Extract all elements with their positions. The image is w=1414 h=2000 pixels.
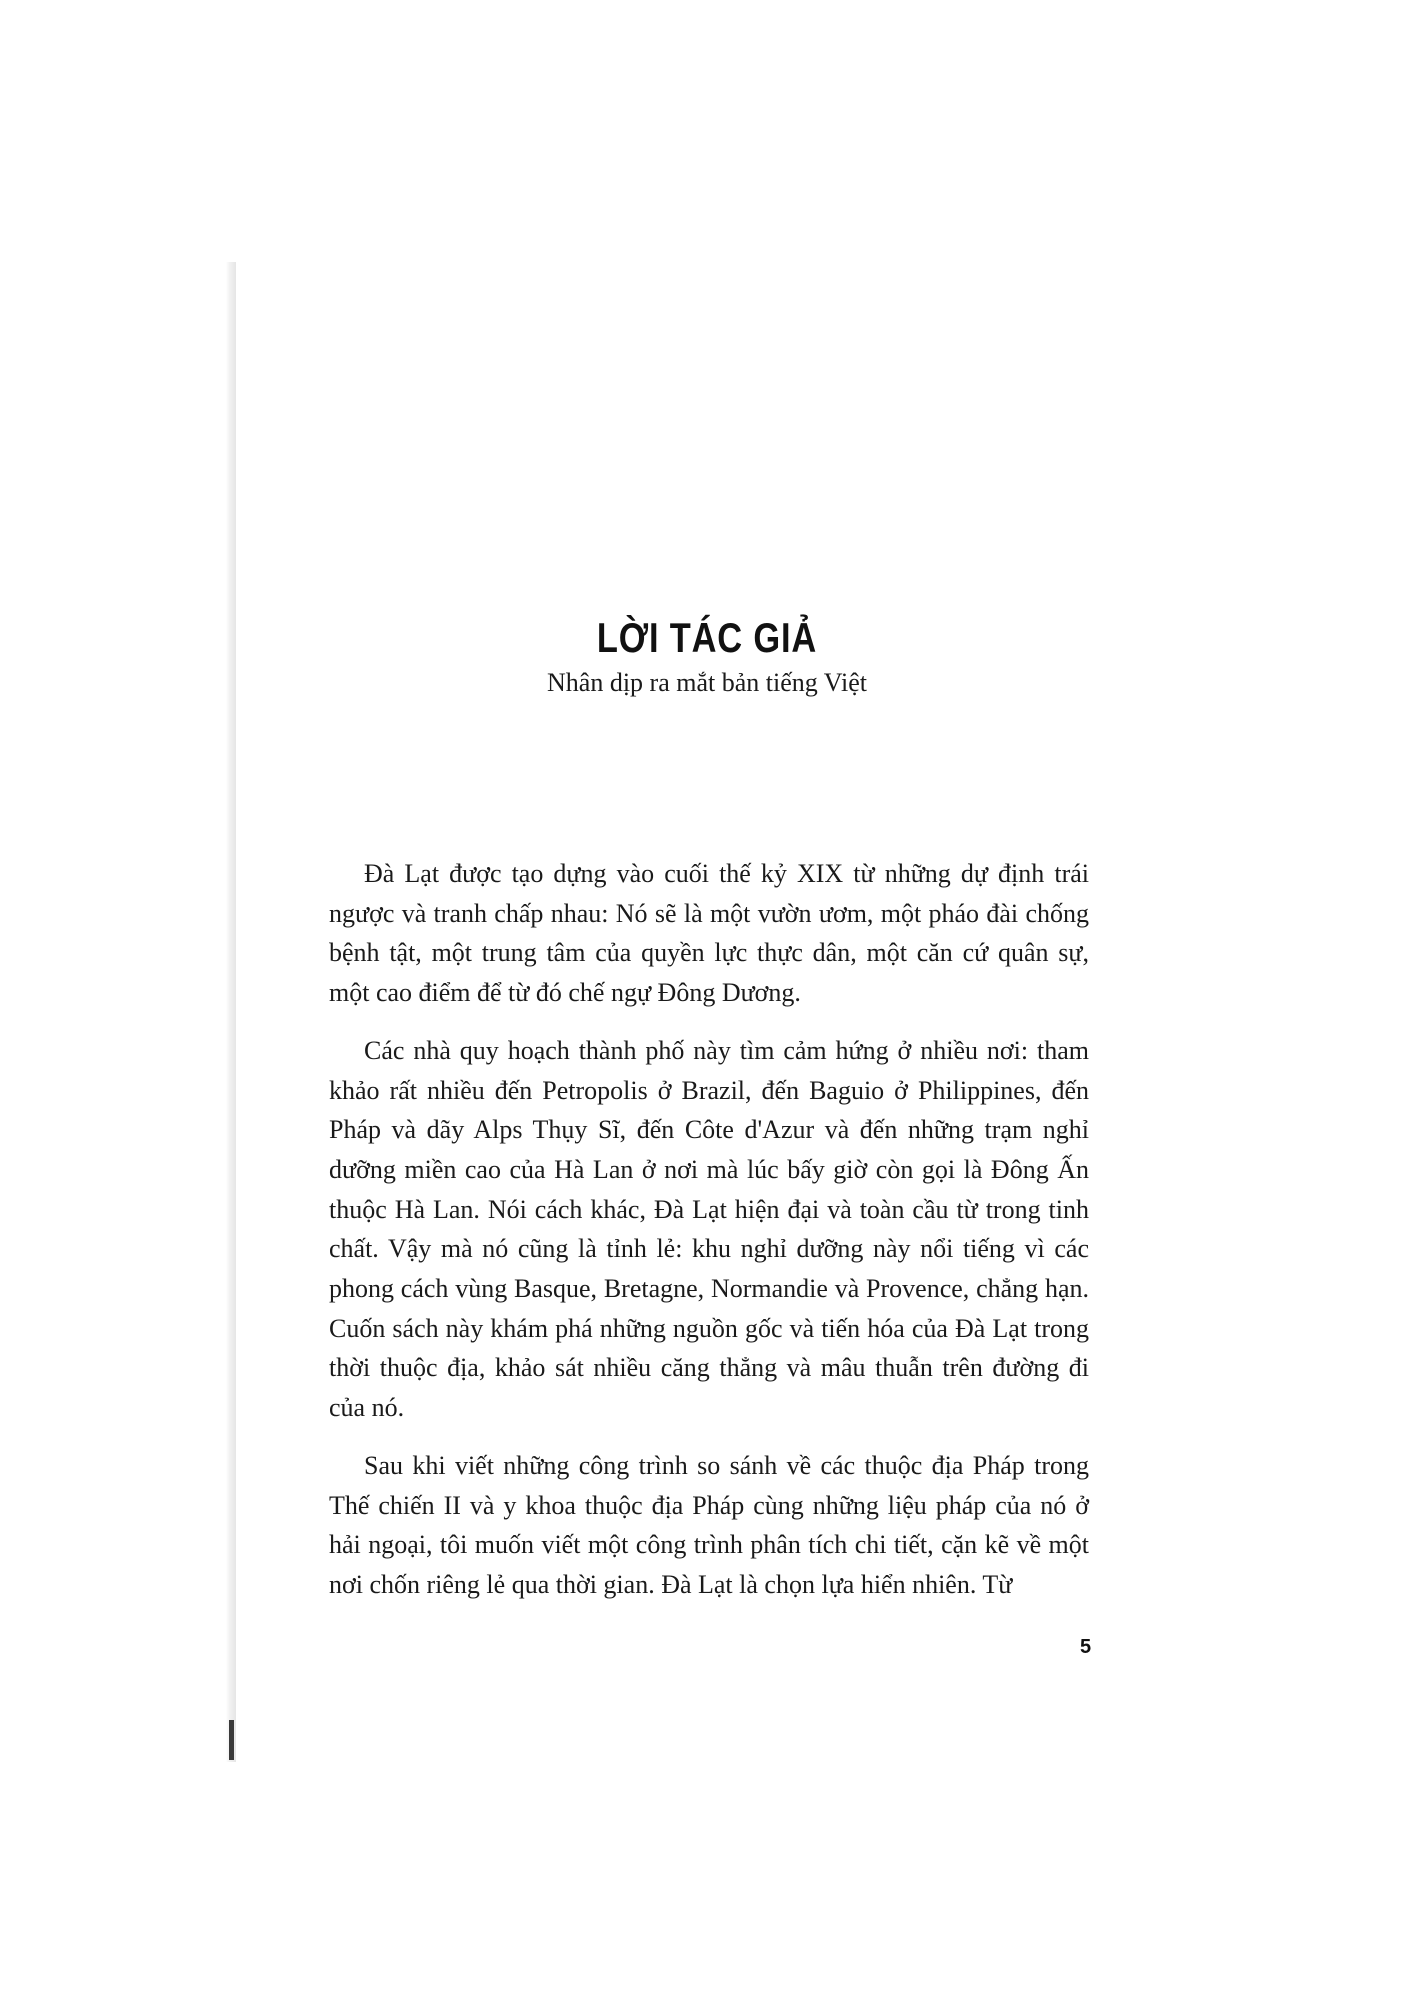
page-number: 5 xyxy=(1080,1636,1092,1658)
paragraph: Đà Lạt được tạo dựng vào cuối thế kỷ XIX từ những dự định trái ngược và tranh chấp nhau: Nó sẽ là một vườn ươm, một pháo đài chống bệnh tật, một trung tâm của quyền lực thực dân, một căn cứ quân sự, một cao điểm để từ đó chế ngự Đông Dương. xyxy=(329,859,1089,1008)
paragraph: Các nhà quy hoạch thành phố này tìm cảm hứng ở nhiều nơi: tham khảo rất nhiều đến Petropolis ở Brazil, đến Baguio ở Philippines, đến Pháp và dãy Alps Thụy Sĩ, đến Côte d'Azur và đến những trạm nghỉ dưỡng miền cao của Hà Lan ở nơi mà lúc bấy giờ còn gọi là Đông Ấn thuộc Hà Lan. Nói cách khác, Đà Lạt hiện đại và toàn cầu từ trong tinh chất. Vậy mà nó cũng là tỉnh lẻ: khu nghỉ dưỡng này nổi tiếng vì các phong cách vùng Basque, Bretagne, Normandie và Provence, chẳng hạn. Cuốn sách này khám phá những nguồn gốc và tiến hóa của Đà Lạt trong thời thuộc địa, khảo sát nhiều căng thẳng và mâu thuẫn trên đường đi của nó. xyxy=(329,1035,1089,1423)
spine-mark xyxy=(229,1720,234,1760)
chapter-heading: LỜI TÁC GIẢ xyxy=(596,614,818,661)
body-text xyxy=(329,854,1089,1623)
paragraph: Sau khi viết những công trình so sánh về các thuộc địa Pháp trong Thế chiến II và y khoa thuộc địa Pháp cùng những liệu pháp của nó ở hải ngoại, tôi muốn viết một công trình phân tích chi tiết, cặn kẽ về một nơi chốn riêng lẻ qua thời gian. Đà Lạt là chọn lựa hiển nhiên. Từ xyxy=(329,1450,1089,1599)
spine-shadow xyxy=(226,262,236,1762)
chapter-subheading: Nhân dịp ra mắt bản tiếng Việt xyxy=(547,668,867,697)
